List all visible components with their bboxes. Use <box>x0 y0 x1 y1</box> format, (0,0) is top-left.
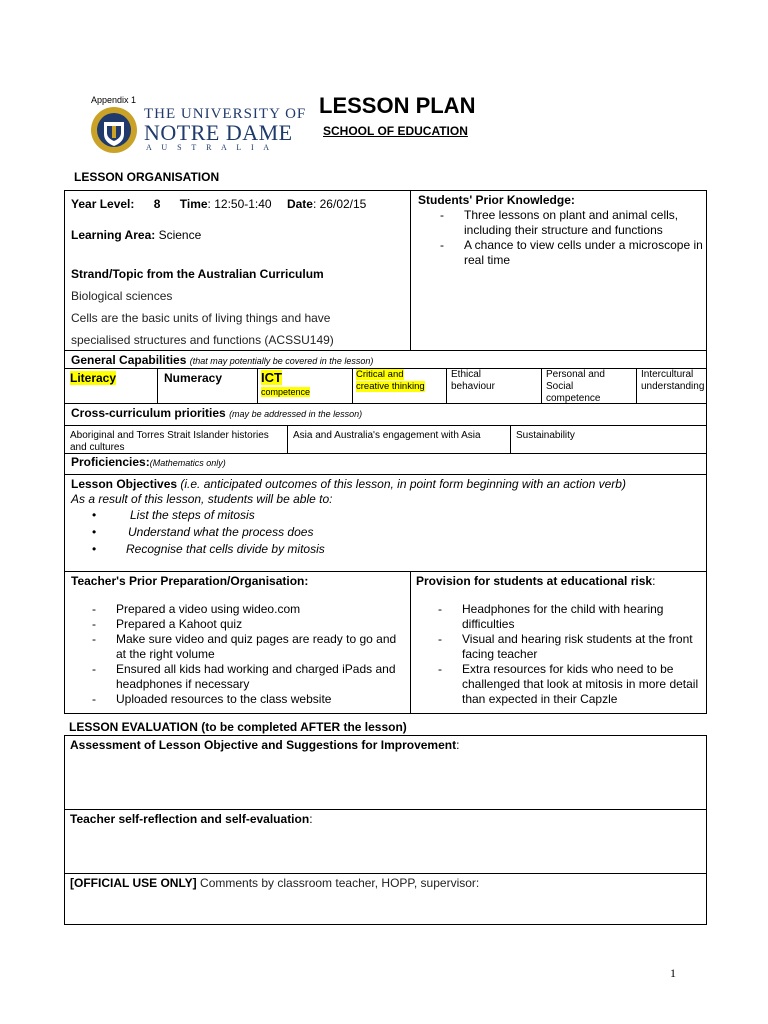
year-time-date <box>71 197 366 211</box>
proficiencies: Proficiencies:(Mathematics only) <box>71 455 226 469</box>
prior-knowledge-list <box>418 208 708 268</box>
logo-line3: A U S T R A L I A <box>146 143 273 152</box>
cap-intercultural: Intercultural understanding <box>641 369 705 392</box>
cap-personal: Personal and Social competence <box>546 369 605 404</box>
time-label: Time <box>179 197 208 211</box>
preparation-list <box>70 602 400 707</box>
year-value: 8 <box>153 197 161 211</box>
list-item: - Make sure video and quiz pages are ready to go and at the right volume <box>70 632 400 662</box>
cross-aboriginal: Aboriginal and Torres Strait Islander histories and cultures <box>70 430 269 453</box>
strand-line2: Cells are the basic units of living things and have <box>71 311 331 325</box>
logo-line2: NOTRE DAME <box>144 120 293 145</box>
list-item: • Understand what the process does <box>70 524 470 541</box>
strand-label: Strand/Topic from the Australian Curriculum <box>71 267 324 281</box>
list-item: • Recognise that cells divide by mitosis <box>70 541 470 558</box>
assessment-label: Assessment of Lesson Objective and Suggestions for Improvement: <box>70 738 460 752</box>
cap-literacy: Literacy <box>70 371 117 385</box>
page-number: 1 <box>670 966 676 980</box>
cross-sustainability: Sustainability <box>516 430 575 441</box>
cap-ethical: Ethical behaviour <box>451 369 495 392</box>
list-item: • List the steps of mitosis <box>70 507 470 524</box>
capabilities-header: General Capabilities (that may potentially be covered in the lesson) <box>71 353 374 367</box>
page-title: LESSON PLAN <box>319 93 476 118</box>
list-item: - Visual and hearing risk students at the front facing teacher <box>416 632 706 662</box>
objectives-intro: As a result of this lesson, students will be able to: <box>71 492 333 506</box>
cap-critical-1: Critical and <box>356 369 404 380</box>
list-item: - Prepared a video using wideo.com <box>70 602 400 617</box>
cap-numeracy: Numeracy <box>164 371 223 385</box>
list-item: - A chance to view cells under a microscope in real time <box>418 238 708 268</box>
list-item: - Extra resources for kids who need to be challenged that look at mitosis in more detail than expected in their Capzle <box>416 662 706 707</box>
list-item: - Uploaded resources to the class website <box>70 692 400 707</box>
date-value: : 26/02/15 <box>312 197 367 211</box>
date-label: Date <box>286 197 313 211</box>
prior-knowledge-label: Students' Prior Knowledge: <box>418 193 575 207</box>
cap-critical-2: creative thinking <box>356 381 425 392</box>
cap-ict: ICT <box>261 370 282 385</box>
cross-asia: Asia and Australia's engagement with Asia <box>293 430 481 441</box>
learning-area: Learning Area: Science <box>71 228 202 242</box>
list-item: - Three lessons on plant and animal cells, including their structure and functions <box>418 208 708 238</box>
cross-header: Cross-curriculum priorities (may be addressed in the lesson) <box>71 406 363 420</box>
list-item: - Prepared a Kahoot quiz <box>70 617 400 632</box>
section-heading-organisation: LESSON ORGANISATION <box>74 170 220 184</box>
objectives-header: Lesson Objectives (i.e. anticipated outcomes of this lesson, in point form beginning with an action verb) <box>71 477 626 491</box>
cap-ict-sub: competence <box>261 387 311 397</box>
strand-line3: specialised structures and functions (ACSSU149) <box>71 333 334 347</box>
time-value: : 12:50-1:40 <box>207 197 272 211</box>
reflection-label: Teacher self-reflection and self-evaluation: <box>70 812 313 826</box>
evaluation-table <box>64 735 707 925</box>
preparation-label: Teacher's Prior Preparation/Organisation: <box>71 574 309 588</box>
provision-list <box>416 602 706 707</box>
objectives-list <box>70 507 470 558</box>
university-logo <box>90 104 307 156</box>
list-item: - Ensured all kids had working and charged iPads and headphones if necessary <box>70 662 400 692</box>
strand-line1: Biological sciences <box>71 289 173 303</box>
appendix-label: Appendix 1 <box>91 95 137 105</box>
list-item: - Headphones for the child with hearing difficulties <box>416 602 706 632</box>
year-label: Year Level: <box>71 197 135 211</box>
page-subtitle: SCHOOL OF EDUCATION <box>323 124 468 138</box>
provision-header: Provision for students at educational risk: <box>416 574 656 588</box>
logo-line1: THE UNIVERSITY OF <box>144 106 307 122</box>
section-heading-evaluation: LESSON EVALUATION (to be completed AFTER the lesson) <box>69 720 407 734</box>
official-use: [OFFICIAL USE ONLY] Comments by classroom teacher, HOPP, supervisor: <box>70 876 480 890</box>
crest-icon <box>90 104 138 156</box>
